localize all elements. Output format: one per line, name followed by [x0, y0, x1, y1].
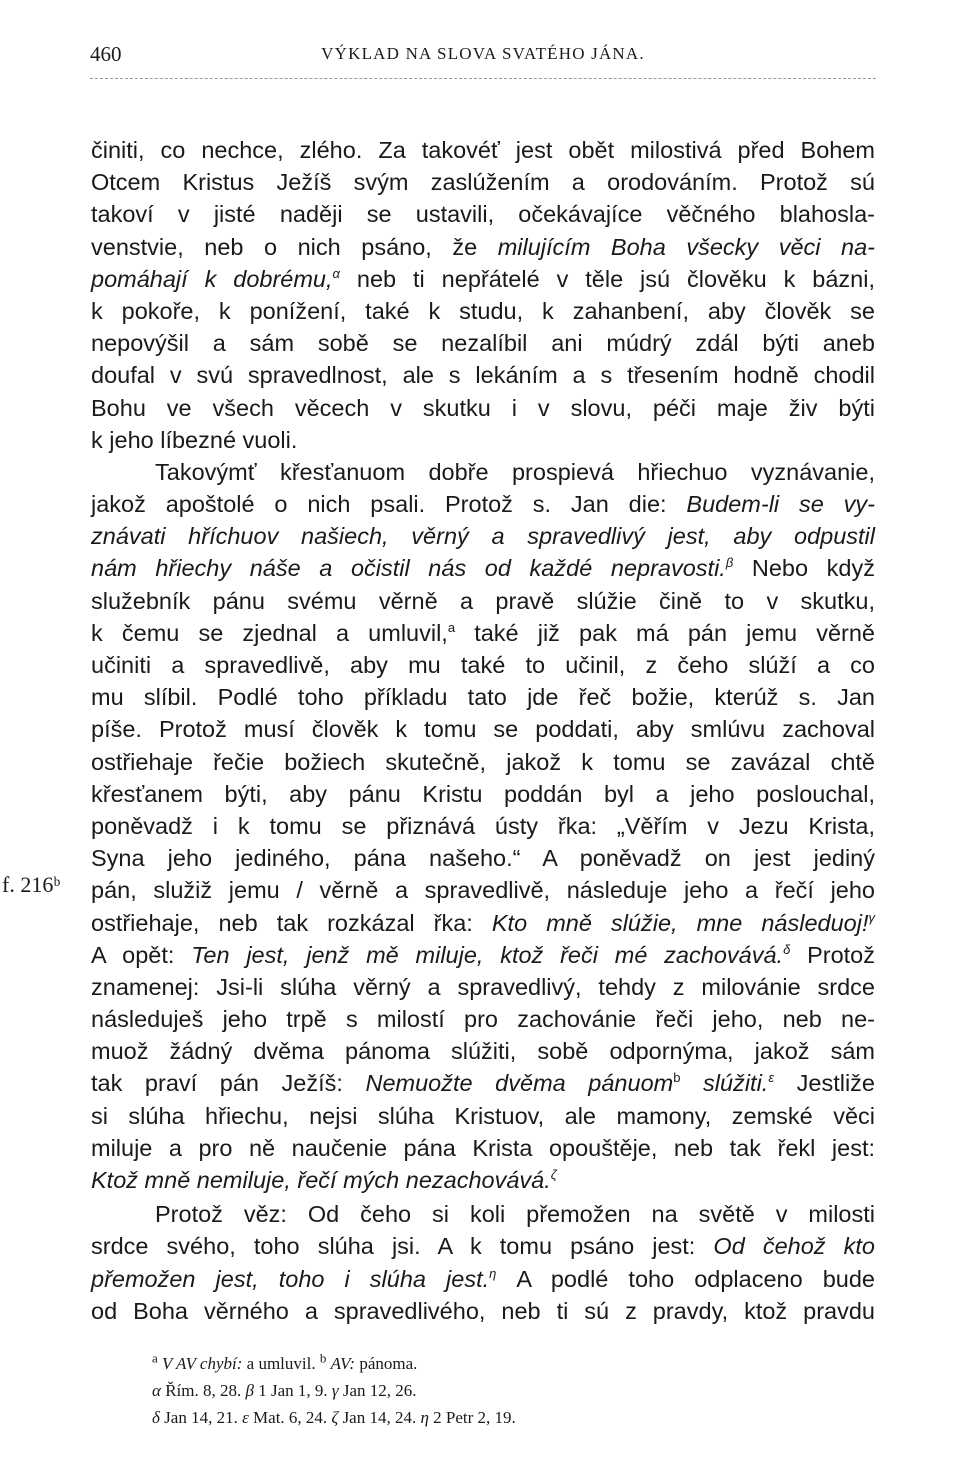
footnote-ref: ε [768, 1070, 775, 1086]
text-line: Ktož mně nemiluje, řečí mých nezachovává.$^\zeta$ [91, 1167, 557, 1193]
text-line: muož žádný dvěma pánoma slúžiti, sobě odpornýma, jakož sám [91, 1038, 875, 1065]
footnote-ref: a [447, 619, 456, 635]
text-line: takoví v jisté naději se ustavili, očekávajíce věčného blahosla- [91, 201, 875, 228]
footnote-ref: η [489, 1265, 497, 1281]
margin-folio-note: f. 216ᵇ [2, 872, 61, 897]
text-line: následuješ jeho trpě s milostí pro zachovánie řeči jeho, neb ne- [91, 1006, 875, 1033]
footnote-line: δ Jan 14, 21. ε Mat. 6, 24. ζ Jan 14, 24. η 2 Petr 2, 19. [152, 1408, 516, 1427]
text-line: Takovýmť křesťanuom dobře prospievá hřiechuo vyznávanie, [155, 458, 875, 485]
text-line: Bohu ve všech věcech v skutku i v slovu, péči maje živ býti [91, 394, 875, 421]
page-header [90, 42, 876, 70]
footnote-ref: β [725, 555, 734, 571]
footnote-ref: α [332, 265, 340, 281]
page-number: 460 [90, 42, 122, 66]
text-line: k čemu se zjednal a umluvil,$^a$ také již pak má pán jemu věrně [91, 619, 875, 646]
text-line: k pokoře, k ponížení, také k studu, k zahanbení, aby člověk se [91, 297, 875, 324]
header-rule [90, 78, 876, 79]
text-line: poněvadž i k tomu se přiznává ústy řka: „Věřím v Jezu Krista, [91, 812, 875, 839]
footnote-line: $^a$ V AV chybí: a umluvil. $^b$ AV: pánoma. [152, 1350, 418, 1373]
text-line: křesťanem býti, aby pánu Kristu poddán byl a jeho poslouchal, [91, 780, 875, 807]
text-line: učiniti a spravedlivě, aby mu také to učinil, z čeho slúží a co [91, 652, 875, 678]
footnote-ref: δ [783, 941, 791, 957]
footnote-ref: γ [868, 909, 875, 925]
text-line: píše. Protož musí člověk k tomu se poddati, aby smlúvu zachoval [91, 716, 875, 743]
text-line: srdce svého, toho slúha jsi. A k tomu psáno jest: Od čehož kto [91, 1233, 876, 1260]
footnote-ref: b [673, 1070, 681, 1086]
text-line: od Boha věrného a spravedlivého, neb ti sú z pravdy, ktož pravdu [91, 1297, 875, 1324]
text-line: tak praví pán Ježíš: Nemuožte dvěma pánuom$^b$ slúžiti.$^\varepsilon$ Jestliže [91, 1070, 876, 1097]
text-line: mu slíbil. Podlé toho příkladu tato jde řeč božie, kterúž s. Jan [91, 684, 875, 711]
footnotes [152, 1350, 872, 1431]
text-line: Otcem Kristus Ježíš svým zaslúžením a orodováním. Protož sú [91, 169, 875, 196]
text-line: znamenej: Jsi-li slúha věrný a spravedlivý, tehdy z milovánie srdce [91, 973, 875, 1000]
text-line: činiti, co nechce, zlého. Za takovéť jest obět milostivá před Bohem [91, 137, 875, 163]
text-line: jakož apoštolé o nich psali. Protož s. Jan die: Budem-li se vy- [91, 491, 875, 518]
text-line: znávati hříchuov našiech, věrný a spravedlivý jest, aby odpustil [91, 523, 875, 550]
text-line: nám hřiechy náše a očistil nás od každé nepravosti.$^\beta$ Nebo když [91, 555, 876, 582]
text-line: si slúha hřiechu, nejsi slúha Kristuov, ale mamony, zemské věci [91, 1102, 875, 1129]
text-line: pomáhají k dobrému,$^\alpha$ neb ti nepřátelé v těle jsú člověku k bázni, [91, 265, 875, 292]
text-line: přemožen jest, toho i slúha jest.$^\eta$ A podlé toho odplaceno bude [91, 1265, 876, 1292]
text-line: k jeho líbezné vuoli. [91, 426, 298, 453]
running-title: VÝKLAD NA SLOVA SVATÉHO JÁNA. [321, 44, 645, 63]
text-line: ostřiehaje řečie božiech skutečně, jakož k tomu se zavázal chtě [91, 748, 875, 775]
body-text [91, 134, 875, 1327]
text-line: pán, služiž jemu / věrně a spravedlivě, následuje jeho a řečí jeho [91, 877, 875, 904]
text-line: venstvie, neb o nich psáno, že milujícím Boha všecky věci na- [91, 233, 875, 260]
text-line: služebník pánu svému věrně a pravě slúžie čině to v skutku, [91, 587, 875, 614]
text-line: doufal v svú spravedlnost, ale s lekáním a s třesením hodně chodil [91, 362, 875, 389]
text-line: miluje a pro ně naučenie pána Krista opouštěje, neb tak řekl jest: [91, 1134, 875, 1161]
footnote-ref: ζ [550, 1167, 557, 1183]
footnote-line: α Řím. 8, 28. β 1 Jan 1, 9. γ Jan 12, 26. [152, 1381, 417, 1400]
text-line: ostřiehaje, neb tak rozkázal řka: Kto mně slúžie, mne následuoj!$^\gamma$ [91, 909, 875, 936]
text-line: nepovýšil a sám sobě se nezalíbil ani múdrý zdál býti aneb [91, 330, 875, 357]
text-line: Protož věz: Od čeho si koli přemožen na světě v milosti [155, 1201, 875, 1228]
text-line: A opět: Ten jest, jenž mě miluje, ktož řeči mé zachovává.$^\delta$ Protož [91, 941, 875, 968]
text-line: Syna jeho jediného, pána našeho.“ A poněvadž on jest jediný [91, 845, 875, 872]
